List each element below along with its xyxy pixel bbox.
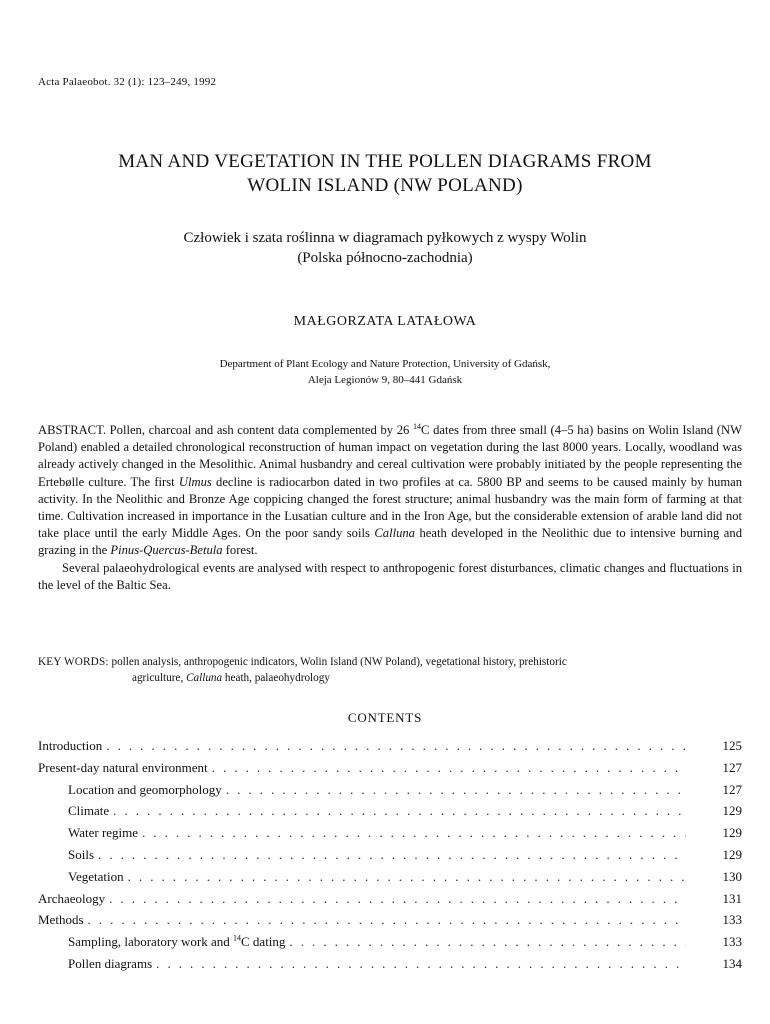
polish-subtitle — [30, 228, 740, 268]
toc-leader-dots — [226, 782, 686, 798]
abstract-text: heath developed in the Neolithic due to intensive burning and grazing in the — [38, 526, 742, 558]
toc-page-number: 127 — [722, 781, 742, 797]
toc-entry-methods — [38, 912, 742, 934]
key-words-text: pollen analysis, anthropogenic indicators, Wolin Island (NW Poland), vegetational history, prehistoric — [111, 656, 567, 668]
abstract-text: C dates from three small (4–5 ha) basins on Wolin Island (NW Poland) enabled a detailed chronological reconstruction of human impact on vegetation during the last 8000 years. Locally, woodland was already actively changed in the Mesolithic. Animal husbandry and cereal cultivation were probably initiated by the people representing the Ertebølle culture. The first — [38, 423, 742, 489]
contents-heading: CONTENTS — [347, 710, 423, 725]
toc-label: Pollen diagrams — [68, 955, 153, 971]
abstract-text: decline is radiocarbon dated in two profiles at ca. 5800 BP and seems to be caused mainly by human activity. In the Neolithic and Bronze Age coppicing changed the forest structure; animal husbandry was the main form of farming at that time. Cultivation increased in importance in the Lusatian culture and in the Iron Age, but the considerable extension of arable land did not take place until the early Middle Ages. On the poor sandy soils — [38, 474, 743, 541]
abstract-text: forest. — [225, 543, 258, 558]
toc-entry-water-regime — [38, 825, 742, 847]
toc-label: Methods — [38, 912, 84, 928]
toc-label: Vegetation — [68, 868, 124, 884]
title-line-2: WOLIN ISLAND (NW POLAND) — [247, 175, 523, 196]
toc-label: Soils — [68, 846, 95, 862]
toc-leader-dots — [98, 847, 686, 863]
affiliation — [30, 356, 740, 388]
affiliation-line-1: Department of Plant Ecology and Nature Protection, University of Gdańsk, — [219, 358, 551, 370]
toc-label: Location and geomorphology — [68, 781, 222, 797]
key-words — [38, 654, 742, 686]
key-words-label: KEY WORDS: — [38, 656, 109, 668]
subtitle-line-1: Człowiek i szata roślinna w diagramach pyłkowych z wyspy Wolin — [183, 230, 587, 246]
toc-entry-climate — [38, 803, 742, 825]
taxon-calluna: Calluna — [186, 672, 223, 684]
key-words-continued — [38, 670, 742, 686]
toc-leader-dots — [109, 891, 686, 907]
toc-label: Introduction — [38, 738, 103, 753]
toc-entry-introduction — [38, 738, 742, 760]
toc-page-number: 134 — [722, 955, 742, 971]
toc-page-number: 130 — [722, 868, 742, 884]
abstract-label: ABSTRACT. — [38, 423, 106, 437]
toc-label-text: Sampling, laboratory work and — [68, 934, 230, 950]
toc-page-number: 125 — [722, 738, 742, 753]
paper-title — [30, 150, 740, 198]
toc-leader-dots — [106, 738, 686, 754]
toc-page-number: 133 — [722, 912, 742, 928]
toc-page-number: 131 — [722, 890, 742, 906]
toc-leader-dots — [142, 825, 686, 841]
toc-entry-archaeology — [38, 891, 742, 913]
toc-label — [38, 934, 289, 950]
toc-leader-dots — [113, 803, 686, 819]
toc-leader-dots — [88, 912, 687, 928]
toc-entry-pollen-diagrams — [38, 956, 742, 978]
toc-leader-dots — [156, 956, 686, 972]
toc-entry-vegetation — [38, 869, 742, 891]
toc-label: Archaeology — [38, 890, 106, 906]
toc-page-number: 129 — [722, 825, 742, 841]
taxon-calluna: Calluna — [374, 526, 415, 541]
affiliation-line-2: Aleja Legionów 9, 80–441 Gdańsk — [307, 374, 463, 386]
key-words-text: heath, palaeohydrology — [224, 672, 330, 684]
toc-leader-dots — [128, 869, 686, 885]
toc-label: Climate — [68, 803, 110, 819]
toc-entry-soils — [38, 847, 742, 869]
toc-label: Water regime — [68, 825, 139, 841]
toc-entry-location — [38, 782, 742, 804]
abstract-text: Pollen, charcoal and ash content data complemented by 26 — [109, 423, 410, 437]
author-name: MAŁGORZATA LATAŁOWA — [293, 314, 477, 329]
journal-reference: Acta Palaeobot. 32 (1): 123–249, 1992 — [38, 76, 217, 88]
toc-label: Present-day natural environment — [38, 759, 208, 775]
table-of-contents — [38, 738, 742, 978]
toc-page-number: 127 — [722, 759, 742, 775]
toc-page-number: 133 — [722, 934, 742, 950]
toc-page-number: 129 — [722, 803, 742, 819]
toc-label-text: C dating — [241, 934, 286, 950]
c14-superscript: 14 — [413, 421, 421, 431]
toc-entry-present-day-environment — [38, 760, 742, 782]
abstract — [38, 422, 742, 594]
subtitle-line-2: (Polska północno-zachodnia) — [297, 250, 473, 266]
toc-leader-dots — [289, 934, 686, 950]
toc-page-number: 129 — [722, 846, 742, 862]
taxon-ulmus: Ulmus — [178, 474, 212, 489]
toc-leader-dots — [212, 760, 686, 776]
key-words-text: agriculture, — [132, 672, 184, 684]
title-line-1: MAN AND VEGETATION IN THE POLLEN DIAGRAMS FROM — [118, 151, 652, 172]
taxon-pinus-quercus-betula: Pinus-Quercus-Betula — [110, 543, 223, 558]
abstract-paragraph-1 — [38, 422, 742, 560]
toc-entry-sampling — [38, 934, 742, 956]
abstract-paragraph-2: Several palaeohydrological events are analysed with respect to anthropogenic forest disturbances, climatic changes and fluctuations in the level of the Baltic Sea. — [38, 560, 742, 592]
c14-superscript: 14 — [233, 933, 241, 943]
